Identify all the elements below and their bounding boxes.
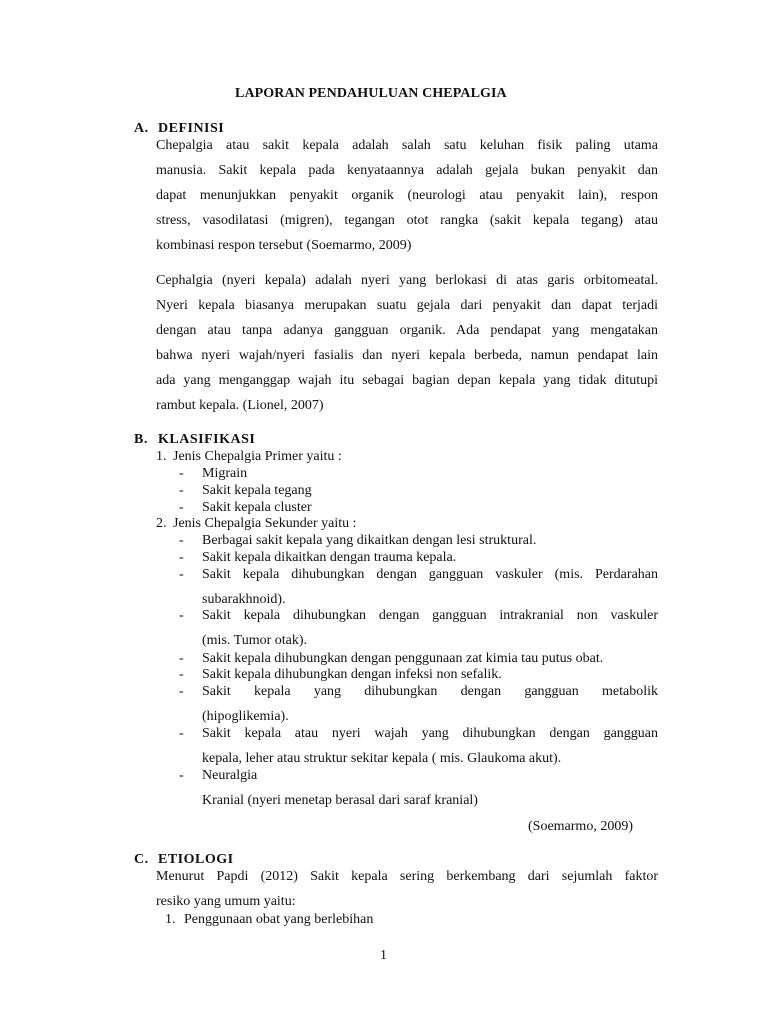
page-title: LAPORAN PENDAHULUAN CHEPALGIA bbox=[235, 86, 507, 101]
etiologi-item: Penggunaan obat yang berlebihan bbox=[184, 912, 374, 927]
definisi-p1-line2: manusia. Sakit kepala pada kenyataannya adalah gejala bukan penyakit dan bbox=[156, 163, 658, 178]
list1-title: Jenis Chepalgia Primer yaitu : bbox=[173, 449, 342, 464]
definisi-p2-line2: Nyeri kepala biasanya merupakan suatu gejala dari penyakit dan dapat terjadi bbox=[156, 298, 658, 313]
list-dash: - bbox=[179, 768, 184, 783]
list-dash: - bbox=[179, 684, 184, 699]
list-dash: - bbox=[179, 550, 184, 565]
section-a-marker: A. bbox=[134, 121, 149, 136]
list2-item: Sakit kepala dihubungkan dengan gangguan vaskuler (mis. Perdarahan bbox=[202, 567, 658, 582]
list1-number: 1. bbox=[156, 449, 167, 464]
citation: (Soemarmo, 2009) bbox=[528, 819, 633, 834]
list2-item-continuation: (hipoglikemia). bbox=[202, 709, 289, 724]
list-dash: - bbox=[179, 567, 184, 582]
list2-item-continuation: kepala, leher atau struktur sekitar kepala ( mis. Glaukoma akut). bbox=[202, 751, 562, 766]
etiologi-p1-line2: resiko yang umum yaitu: bbox=[156, 894, 296, 909]
list2-item: Sakit kepala dihubungkan dengan gangguan intrakranial non vaskuler bbox=[202, 608, 658, 623]
definisi-p1-line1: Chepalgia atau sakit kepala adalah salah satu keluhan fisik paling utama bbox=[156, 138, 658, 153]
list1-item: Migrain bbox=[202, 466, 248, 481]
page-number: 1 bbox=[380, 948, 387, 963]
definisi-p1-line4: stress, vasodilatasi (migren), tegangan otot rangka (sakit kepala tegang) atau bbox=[156, 213, 658, 228]
list-dash: - bbox=[179, 483, 184, 498]
section-b-heading: KLASIFIKASI bbox=[158, 432, 256, 447]
section-b-marker: B. bbox=[134, 432, 148, 447]
list2-item: Sakit kepala yang dihubungkan dengan gangguan metabolik bbox=[202, 684, 658, 699]
definisi-p1-line5: kombinasi respon tersebut (Soemarmo, 2009) bbox=[156, 238, 412, 253]
list2-item: Sakit kepala atau nyeri wajah yang dihubungkan dengan gangguan bbox=[202, 726, 658, 741]
list2-item: Sakit kepala dihubungkan dengan penggunaan zat kimia tau putus obat. bbox=[202, 651, 604, 666]
list2-item-continuation: subarakhnoid). bbox=[202, 592, 286, 607]
list-dash: - bbox=[179, 466, 184, 481]
list1-item: Sakit kepala tegang bbox=[202, 483, 312, 498]
definisi-p2-line3: dengan atau tanpa adanya gangguan organik. Ada pendapat yang mengatakan bbox=[156, 323, 658, 338]
section-c-marker: C. bbox=[134, 852, 149, 867]
list-dash: - bbox=[179, 651, 184, 666]
list-dash: - bbox=[179, 726, 184, 741]
list2-item-continuation: Kranial (nyeri menetap berasal dari saraf kranial) bbox=[202, 793, 478, 808]
definisi-p2-line5: ada yang menganggap wajah itu sebagai bagian depan kepala yang tidak ditutupi bbox=[156, 373, 658, 388]
etiologi-item-number: 1. bbox=[165, 912, 176, 927]
list2-item: Neuralgia bbox=[202, 768, 258, 783]
definisi-p2-line1: Cephalgia (nyeri kepala) adalah nyeri yang berlokasi di atas garis orbitomeatal. bbox=[156, 273, 658, 288]
list-dash: - bbox=[179, 608, 184, 623]
definisi-p1-line3: dapat menunjukkan penyakit organik (neurologi atau penyakit lain), respon bbox=[156, 188, 658, 203]
list2-item-continuation: (mis. Tumor otak). bbox=[202, 633, 308, 648]
definisi-p2-line6: rambut kepala. (Lionel, 2007) bbox=[156, 398, 324, 413]
etiologi-p1-line1: Menurut Papdi (2012) Sakit kepala sering berkembang dari sejumlah faktor bbox=[156, 869, 658, 884]
list2-title: Jenis Chepalgia Sekunder yaitu : bbox=[173, 516, 357, 531]
list2-item: Sakit kepala dihubungkan dengan infeksi non sefalik. bbox=[202, 667, 502, 682]
list-dash: - bbox=[179, 667, 184, 682]
list-dash: - bbox=[179, 533, 184, 548]
section-c-heading: ETIOLOGI bbox=[158, 852, 234, 867]
list2-item: Berbagai sakit kepala yang dikaitkan dengan lesi struktural. bbox=[202, 533, 537, 548]
section-a-heading: DEFINISI bbox=[158, 121, 225, 136]
list2-number: 2. bbox=[156, 516, 167, 531]
list2-item: Sakit kepala dikaitkan dengan trauma kepala. bbox=[202, 550, 457, 565]
list-dash: - bbox=[179, 500, 184, 515]
definisi-p2-line4: bahwa nyeri wajah/nyeri fasialis dan nyeri kepala berbeda, namun pendapat lain bbox=[156, 348, 658, 363]
list1-item: Sakit kepala cluster bbox=[202, 500, 312, 515]
